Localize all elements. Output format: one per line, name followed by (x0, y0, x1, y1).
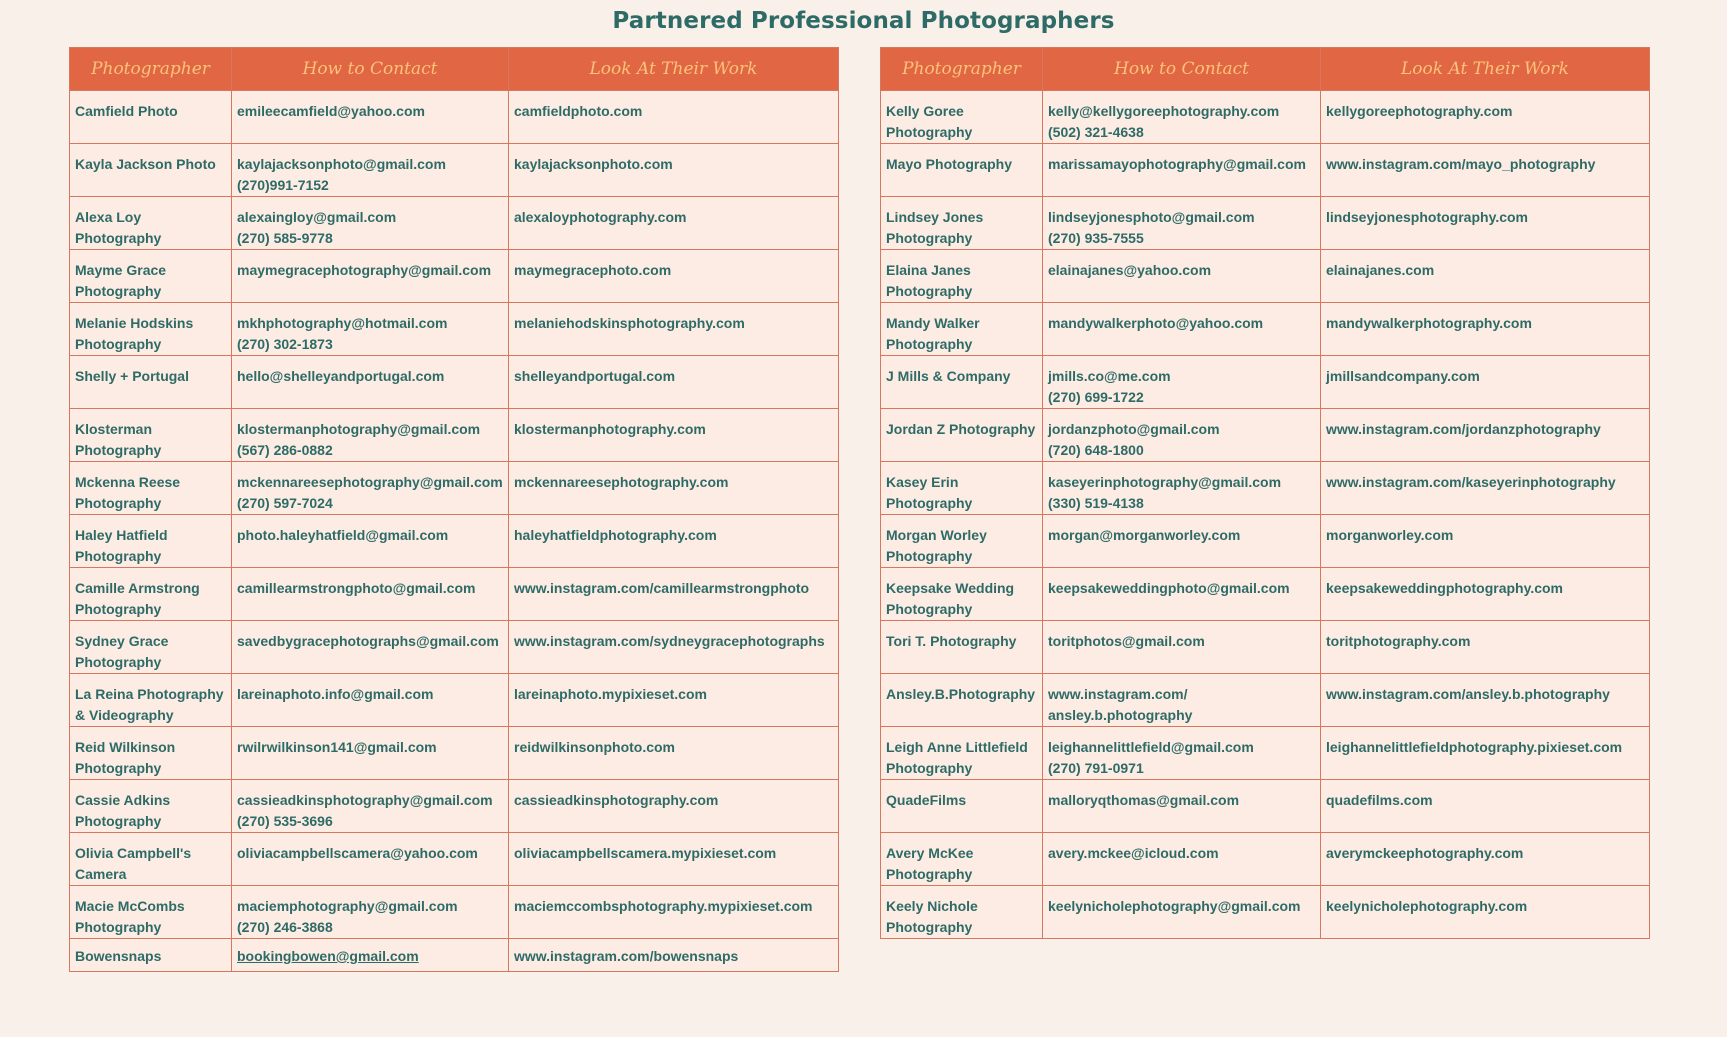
work-link[interactable]: elainajanes.com (1321, 250, 1650, 303)
contact-cell (1043, 515, 1321, 568)
contact-phone: (330) 519-4138 (1048, 495, 1144, 511)
contact-cell (1043, 886, 1321, 939)
contact-email[interactable]: jmills.co@me.com (1048, 368, 1171, 384)
contact-email[interactable]: toritphotos@gmail.com (1048, 633, 1205, 649)
table-row (881, 462, 1650, 515)
contact-phone: (270) 302-1873 (237, 336, 333, 352)
contact-email[interactable]: elainajanes@yahoo.com (1048, 262, 1212, 278)
contact-cell (1043, 674, 1321, 727)
contact-email[interactable]: malloryqthomas@gmail.com (1048, 792, 1240, 808)
contact-email[interactable]: emileecamfield@yahoo.com (237, 103, 425, 119)
table-row (70, 886, 839, 939)
photographer-name: QuadeFilms (881, 780, 1043, 833)
table-row (70, 462, 839, 515)
contact-phone: (270) 935-7555 (1048, 230, 1144, 246)
table-row (881, 674, 1650, 727)
contact-cell (232, 621, 509, 674)
work-link[interactable]: cassieadkinsphotography.com (509, 780, 839, 833)
work-link[interactable]: keelynicholephotography.com (1321, 886, 1650, 939)
work-link[interactable]: www.instagram.com/mayo_photography (1321, 144, 1650, 197)
table-row (70, 197, 839, 250)
contact-cell (1043, 727, 1321, 780)
header-row (70, 48, 839, 91)
photographer-name: Jordan Z Photography (881, 409, 1043, 462)
photographer-name: Mayo Photography (881, 144, 1043, 197)
photographer-name: Morgan Worley Photography (881, 515, 1043, 568)
table-row (881, 727, 1650, 780)
contact-phone: (567) 286-0882 (237, 442, 333, 458)
contact-cell (232, 144, 509, 197)
photographer-name: Mandy Walker Photography (881, 303, 1043, 356)
contact-cell (232, 780, 509, 833)
table-row (70, 250, 839, 303)
table-row (70, 833, 839, 886)
work-link[interactable]: lindseyjonesphotography.com (1321, 197, 1650, 250)
contact-email[interactable]: klostermanphotography@gmail.com (237, 421, 481, 437)
work-link[interactable]: klostermanphotography.com (509, 409, 839, 462)
contact-phone: (270) 585-9778 (237, 230, 333, 246)
contact-cell (1043, 621, 1321, 674)
contact-email[interactable]: bookingbowen@gmail.com (237, 948, 419, 964)
work-link[interactable]: camfieldphoto.com (509, 91, 839, 144)
photographer-name: Mckenna Reese Photography (70, 462, 232, 515)
contact-email[interactable]: savedbygracephotographs@gmail.com (237, 633, 499, 649)
table-row (881, 144, 1650, 197)
contact-email[interactable]: morgan@morganworley.com (1048, 527, 1241, 543)
photographer-name: J Mills & Company (881, 356, 1043, 409)
contact-cell (232, 939, 509, 972)
contact-cell (1043, 833, 1321, 886)
table-row (881, 568, 1650, 621)
work-link[interactable]: lareinaphoto.mypixieset.com (509, 674, 839, 727)
work-link[interactable]: melaniehodskinsphotography.com (509, 303, 839, 356)
photographer-name: Bowensnaps (70, 939, 232, 972)
contact-phone: (270) 699-1722 (1048, 389, 1144, 405)
photographer-name: Keepsake Wedding Photography (881, 568, 1043, 621)
work-link[interactable]: alexaloyphotography.com (509, 197, 839, 250)
contact-phone: (720) 648-1800 (1048, 442, 1144, 458)
contact-email[interactable]: avery.mckee@icloud.com (1048, 845, 1219, 861)
photographer-name: Cassie Adkins Photography (70, 780, 232, 833)
photographer-name: Macie McCombs Photography (70, 886, 232, 939)
work-link[interactable]: www.instagram.com/bowensnaps (509, 939, 839, 972)
work-link[interactable]: www.instagram.com/ansley.b.photography (1321, 674, 1650, 727)
photographer-name: Tori T. Photography (881, 621, 1043, 674)
photographer-name: Kasey Erin Photography (881, 462, 1043, 515)
photographer-name: Mayme Grace Photography (70, 250, 232, 303)
table-row (70, 727, 839, 780)
table-row (70, 939, 839, 972)
work-link[interactable]: jmillsandcompany.com (1321, 356, 1650, 409)
table-row (881, 197, 1650, 250)
photographer-name: Avery McKee Photography (881, 833, 1043, 886)
contact-email[interactable]: camillearmstrongphoto@gmail.com (237, 580, 476, 596)
contact-phone: (270) 597-7024 (237, 495, 333, 511)
work-link[interactable]: www.instagram.com/jordanzphotography (1321, 409, 1650, 462)
work-link[interactable]: averymckeephotography.com (1321, 833, 1650, 886)
contact-cell (1043, 568, 1321, 621)
contact-phone: (270)991-7152 (237, 177, 329, 193)
column-header-contact: How to Contact (232, 48, 509, 91)
header-row (881, 48, 1650, 91)
contact-email[interactable]: jordanzphoto@gmail.com (1048, 421, 1220, 437)
table-row (881, 780, 1650, 833)
table-row (881, 356, 1650, 409)
table-row (70, 568, 839, 621)
work-link[interactable]: keepsakeweddingphotography.com (1321, 568, 1650, 621)
contact-email[interactable]: photo.haleyhatfield@gmail.com (237, 527, 449, 543)
photographer-name: Ansley.B.Photography (881, 674, 1043, 727)
contact-cell (232, 462, 509, 515)
work-link[interactable]: toritphotography.com (1321, 621, 1650, 674)
contact-email[interactable]: mkhphotography@hotmail.com (237, 315, 448, 331)
work-link[interactable]: oliviacampbellscamera.mypixieset.com (509, 833, 839, 886)
contact-email[interactable]: maciemphotography@gmail.com (237, 898, 458, 914)
contact-phone: (270) 246-3868 (237, 919, 333, 935)
contact-email[interactable]: kelly@kellygoreephotography.com (1048, 103, 1280, 119)
contact-cell (232, 568, 509, 621)
contact-cell (232, 197, 509, 250)
table-row (881, 621, 1650, 674)
work-link[interactable]: www.instagram.com/kaseyerinphotography (1321, 462, 1650, 515)
table-row (881, 886, 1650, 939)
work-link[interactable]: www.instagram.com/camillearmstrongphoto (509, 568, 839, 621)
photographer-name: Shelly + Portugal (70, 356, 232, 409)
photographer-name: Reid Wilkinson Photography (70, 727, 232, 780)
table-row (70, 780, 839, 833)
photographer-name: Klosterman Photography (70, 409, 232, 462)
contact-cell (1043, 197, 1321, 250)
contact-cell (1043, 409, 1321, 462)
contact-email[interactable]: lindseyjonesphoto@gmail.com (1048, 209, 1255, 225)
table-row (70, 144, 839, 197)
contact-cell (232, 91, 509, 144)
photographer-name: Sydney Grace Photography (70, 621, 232, 674)
table-row (881, 409, 1650, 462)
column-header-work: Look At Their Work (1321, 48, 1650, 91)
contact-email[interactable]: kaylajacksonphoto@gmail.com (237, 156, 446, 172)
table-row (881, 515, 1650, 568)
photographer-name: Haley Hatfield Photography (70, 515, 232, 568)
work-link[interactable]: haleyhatfieldphotography.com (509, 515, 839, 568)
table-row (70, 356, 839, 409)
contact-email[interactable]: keepsakeweddingphoto@gmail.com (1048, 580, 1290, 596)
contact-email[interactable]: rwilrwilkinson141@gmail.com (237, 739, 437, 755)
table-row (881, 250, 1650, 303)
contact-cell (1043, 303, 1321, 356)
work-link[interactable]: quadefilms.com (1321, 780, 1650, 833)
photographer-name: Melanie Hodskins Photography (70, 303, 232, 356)
photographers-table-right (880, 47, 1650, 939)
photographers-table-left (69, 47, 839, 972)
table-row (70, 303, 839, 356)
contact-email[interactable]: mckennareesephotography@gmail.com (237, 474, 503, 490)
contact-cell (232, 727, 509, 780)
photographer-name: Elaina Janes Photography (881, 250, 1043, 303)
contact-cell (1043, 91, 1321, 144)
photographer-name: Olivia Campbell's Camera (70, 833, 232, 886)
contact-cell (1043, 250, 1321, 303)
contact-email[interactable]: mandywalkerphoto@yahoo.com (1048, 315, 1264, 331)
work-link[interactable]: kaylajacksonphoto.com (509, 144, 839, 197)
work-link[interactable]: kellygoreephotography.com (1321, 91, 1650, 144)
work-link[interactable]: www.instagram.com/sydneygracephotographs (509, 621, 839, 674)
table-row (70, 674, 839, 727)
photographer-name: Lindsey Jones Photography (881, 197, 1043, 250)
contact-cell (1043, 462, 1321, 515)
column-header-photographer: Photographer (70, 48, 232, 91)
column-header-photographer: Photographer (881, 48, 1043, 91)
photographer-name: La Reina Photography & Videography (70, 674, 232, 727)
table-row (70, 91, 839, 144)
table-row (881, 303, 1650, 356)
work-link[interactable]: mckennareesephotography.com (509, 462, 839, 515)
contact-email[interactable]: leighannelittlefield@gmail.com (1048, 739, 1254, 755)
photographer-name: Alexa Loy Photography (70, 197, 232, 250)
photographer-name: Camfield Photo (70, 91, 232, 144)
contact-cell (232, 515, 509, 568)
contact-cell (232, 886, 509, 939)
contact-phone: (270) 791-0971 (1048, 760, 1144, 776)
contact-cell (232, 303, 509, 356)
photographer-name: Camille Armstrong Photography (70, 568, 232, 621)
work-link[interactable]: maciemccombsphotography.mypixieset.com (509, 886, 839, 939)
contact-cell (1043, 356, 1321, 409)
work-link[interactable]: reidwilkinsonphoto.com (509, 727, 839, 780)
work-link[interactable]: leighannelittlefieldphotography.pixieset.com (1321, 727, 1650, 780)
contact-email[interactable]: kaseyerinphotography@gmail.com (1048, 474, 1282, 490)
page-title: Partnered Professional Photographers (612, 8, 1115, 34)
contact-email[interactable]: cassieadkinsphotography@gmail.com (237, 792, 493, 808)
contact-cell (1043, 144, 1321, 197)
contact-info: www.instagram.com/ (1048, 686, 1188, 702)
contact-email[interactable]: alexaingloy@gmail.com (237, 209, 397, 225)
contact-email[interactable]: hello@shelleyandportugal.com (237, 368, 445, 384)
contact-email[interactable]: marissamayophotography@gmail.com (1048, 156, 1306, 172)
work-link[interactable]: mandywalkerphotography.com (1321, 303, 1650, 356)
photographer-name: Keely Nichole Photography (881, 886, 1043, 939)
contact-email[interactable]: maymegracephotography@gmail.com (237, 262, 492, 278)
contact-cell (232, 833, 509, 886)
contact-cell (232, 356, 509, 409)
contact-email[interactable]: keelynicholephotography@gmail.com (1048, 898, 1301, 914)
contact-email[interactable]: oliviacampbellscamera@yahoo.com (237, 845, 478, 861)
contact-cell (232, 409, 509, 462)
table-row (881, 91, 1650, 144)
work-link[interactable]: shelleyandportugal.com (509, 356, 839, 409)
contact-cell (232, 250, 509, 303)
work-link[interactable]: morganworley.com (1321, 515, 1650, 568)
table-row (70, 621, 839, 674)
column-header-contact: How to Contact (1043, 48, 1321, 91)
photographer-name: Kayla Jackson Photo (70, 144, 232, 197)
contact-cell (1043, 780, 1321, 833)
contact-info: ansley.b.photography (1048, 707, 1193, 723)
table-row (881, 833, 1650, 886)
contact-email[interactable]: lareinaphoto.info@gmail.com (237, 686, 434, 702)
contact-phone: (502) 321-4638 (1048, 124, 1144, 140)
table-row (70, 409, 839, 462)
photographer-name: Kelly Goree Photography (881, 91, 1043, 144)
table-row (70, 515, 839, 568)
column-header-work: Look At Their Work (509, 48, 839, 91)
work-link[interactable]: maymegracephoto.com (509, 250, 839, 303)
contact-phone: (270) 535-3696 (237, 813, 333, 829)
photographer-name: Leigh Anne Littlefield Photography (881, 727, 1043, 780)
contact-cell (232, 674, 509, 727)
